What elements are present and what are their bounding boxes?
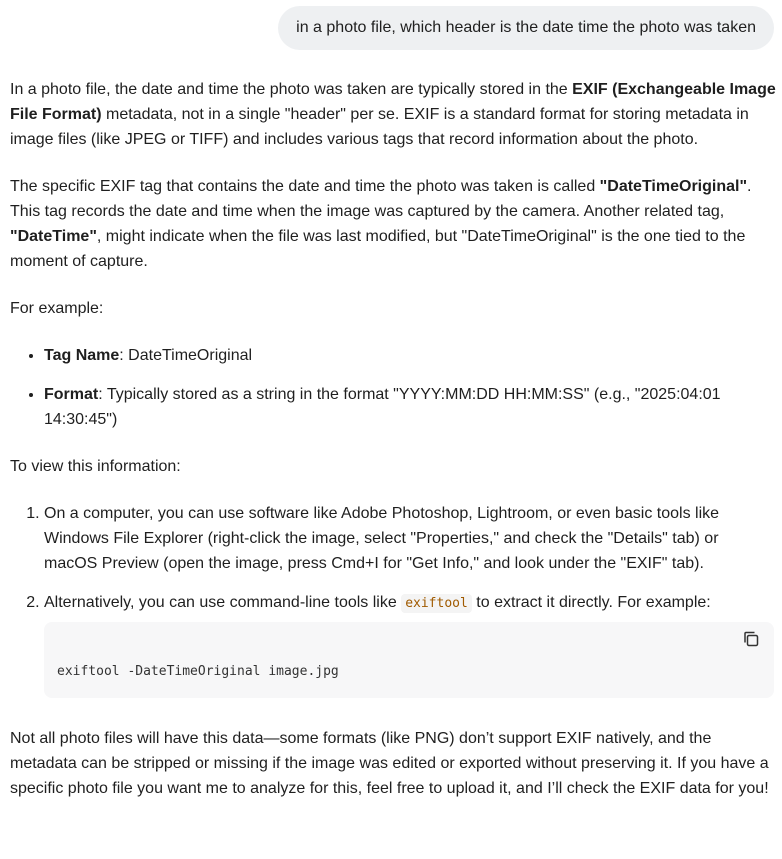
inline-code: exiftool [401,594,472,613]
p1-bold: EXIF (Exchangeable Image File Format) [10,81,776,123]
step-text-a: Alternatively, you can use command-line tools like [44,594,402,611]
steps-list [10,501,776,698]
step-text: On a computer, you can use software like Adobe Photoshop, Lightroom, or even basic tools like Windows File Explorer (right-click the image, select "Properties," and check the "Details" tab) or macOS Preview (open the image, press Cmd+I for "Get Info," and look under the "EXIF" tab). [44,505,720,572]
step-text-b: to extract it directly. For example: [471,594,711,611]
answer-paragraph-2 [10,174,776,274]
p2-text-c: . This tag records the date and time when the image was captured by the camera. Another related tag, [10,178,752,220]
bullet-text: : Typically stored as a string in the format "YYYY:MM:DD HH:MM:SS" (e.g., "2025:04:01 14:30:45") [44,386,721,428]
copy-icon[interactable] [742,630,760,648]
bullet-text: : DateTimeOriginal [119,347,253,364]
p1-text-c: metadata, not in a single "header" per se. EXIF is a standard format for storing metadata in image files (like JPEG or TIFF) and includes various tags that record information about the photo. [10,106,749,148]
list-item [44,501,776,576]
code-block-text: exiftool -DateTimeOriginal image.jpg [57,664,339,679]
p2-bold-datetime: "DateTime" [10,228,97,245]
answer-paragraph-4: To view this information: [10,458,181,475]
user-message-row [278,6,774,50]
bullet-label: Tag Name [44,347,120,364]
list-item [44,382,776,432]
p2-text-e: , might indicate when the file was last modified, but "DateTimeOriginal" is the one tied to the moment of capture. [10,228,746,270]
example-bullet-list [10,343,776,432]
answer-paragraph-5: Not all photo files will have this data—some formats (like PNG) don’t support EXIF natively, and the metadata can be stripped or missing if the image was edited or exported without preserving it. If you have a specific photo file you want me to analyze for this, feel free to upload it, and I’ll check the EXIF data for you! [10,730,769,797]
code-block [44,622,774,698]
answer-paragraph-3: For example: [10,300,104,317]
p1-text-a: In a photo file, the date and time the photo was taken are typically stored in the [10,81,573,98]
list-item [44,590,776,698]
p2-text-a: The specific EXIF tag that contains the date and time the photo was taken is called [10,178,600,195]
assistant-answer [10,77,776,801]
list-item [44,343,776,368]
user-message-bubble: in a photo file, which header is the date time the photo was taken [278,6,774,50]
answer-paragraph-1 [10,77,776,152]
bullet-label: Format [44,386,99,403]
p2-bold-datetimeoriginal: "DateTimeOriginal" [599,178,748,195]
